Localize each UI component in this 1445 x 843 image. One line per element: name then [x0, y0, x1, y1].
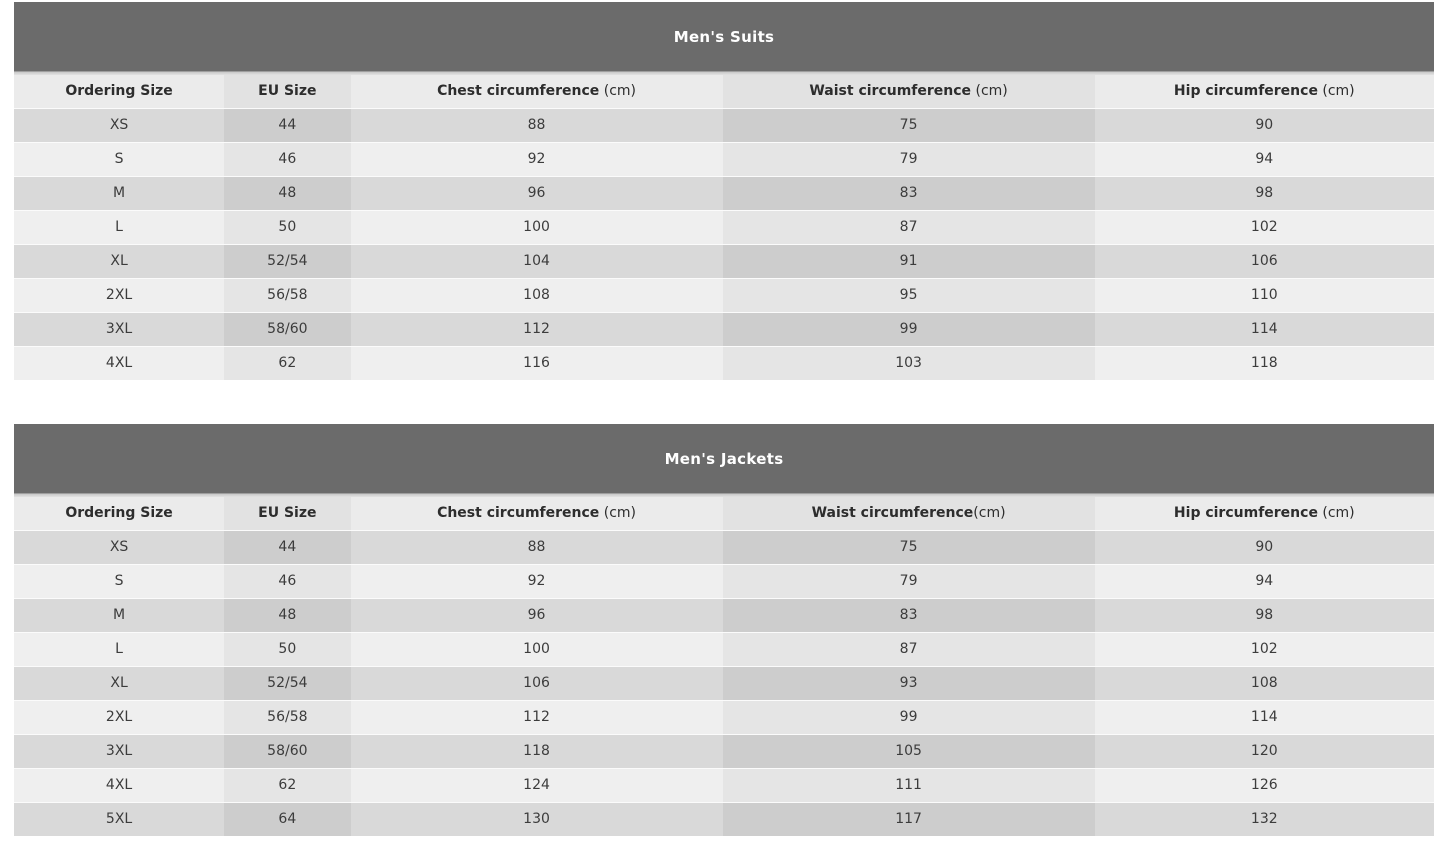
cell: 52/54	[224, 666, 350, 700]
cell: 88	[351, 108, 723, 142]
cell: M	[14, 176, 224, 210]
cell: XS	[14, 108, 224, 142]
table-row	[14, 632, 1434, 666]
cell: 52/54	[224, 244, 350, 278]
size-table-mens-jackets	[14, 424, 1434, 836]
cell: 48	[224, 598, 350, 632]
size-table-mens-suits	[14, 2, 1434, 380]
cell: XL	[14, 244, 224, 278]
cell: 118	[351, 734, 723, 768]
table-row	[14, 312, 1434, 346]
table-row	[14, 734, 1434, 768]
cell: 96	[351, 176, 723, 210]
cell: M	[14, 598, 224, 632]
cell: 98	[1095, 176, 1434, 210]
cell: 79	[723, 142, 1095, 176]
cell: S	[14, 564, 224, 598]
table-row	[14, 768, 1434, 802]
cell: 111	[723, 768, 1095, 802]
cell: 116	[351, 346, 723, 380]
cell: 75	[723, 108, 1095, 142]
table-row	[14, 142, 1434, 176]
table-row	[14, 244, 1434, 278]
cell: 75	[723, 530, 1095, 564]
cell: 2XL	[14, 700, 224, 734]
table-row	[14, 108, 1434, 142]
table-row	[14, 598, 1434, 632]
table-title: Men's Jackets	[664, 449, 784, 468]
table-row	[14, 700, 1434, 734]
cell: 104	[351, 244, 723, 278]
cell: 44	[224, 530, 350, 564]
table-row	[14, 278, 1434, 312]
cell: 108	[351, 278, 723, 312]
table-row	[14, 564, 1434, 598]
header-row	[14, 497, 1434, 530]
table-row	[14, 210, 1434, 244]
cell: 106	[351, 666, 723, 700]
cell: 2XL	[14, 278, 224, 312]
column-header: EU Size	[224, 497, 350, 530]
cell: 112	[351, 312, 723, 346]
cell: 100	[351, 632, 723, 666]
cell: 56/58	[224, 278, 350, 312]
cell: 83	[723, 176, 1095, 210]
cell: 48	[224, 176, 350, 210]
column-header: Hip circumference (cm)	[1095, 75, 1434, 108]
cell: 94	[1095, 564, 1434, 598]
table-row	[14, 802, 1434, 836]
cell: 46	[224, 564, 350, 598]
cell: 83	[723, 598, 1095, 632]
cell: 90	[1095, 108, 1434, 142]
cell: 105	[723, 734, 1095, 768]
cell: 120	[1095, 734, 1434, 768]
cell: 103	[723, 346, 1095, 380]
cell: 90	[1095, 530, 1434, 564]
table-title-band	[14, 2, 1434, 72]
cell: 102	[1095, 210, 1434, 244]
table-row	[14, 666, 1434, 700]
cell: 62	[224, 346, 350, 380]
cell: 112	[351, 700, 723, 734]
cell: 95	[723, 278, 1095, 312]
table-row	[14, 346, 1434, 380]
column-header: Chest circumference (cm)	[351, 497, 723, 530]
cell: 96	[351, 598, 723, 632]
table-row	[14, 176, 1434, 210]
column-header: Hip circumference (cm)	[1095, 497, 1434, 530]
cell: L	[14, 632, 224, 666]
column-header: Ordering Size	[14, 75, 224, 108]
column-header: Waist circumference (cm)	[723, 75, 1095, 108]
cell: 118	[1095, 346, 1434, 380]
cell: 58/60	[224, 312, 350, 346]
cell: XS	[14, 530, 224, 564]
table-title-band	[14, 424, 1434, 494]
table-gap	[14, 380, 1434, 424]
cell: 130	[351, 802, 723, 836]
cell: 44	[224, 108, 350, 142]
cell: 93	[723, 666, 1095, 700]
cell: 114	[1095, 700, 1434, 734]
table-body	[14, 108, 1434, 380]
table-title: Men's Suits	[673, 27, 775, 46]
cell: 100	[351, 210, 723, 244]
cell: 64	[224, 802, 350, 836]
cell: 94	[1095, 142, 1434, 176]
cell: 58/60	[224, 734, 350, 768]
cell: 102	[1095, 632, 1434, 666]
cell: 91	[723, 244, 1095, 278]
table-row	[14, 530, 1434, 564]
cell: 99	[723, 700, 1095, 734]
size-chart-table	[14, 497, 1434, 836]
cell: 62	[224, 768, 350, 802]
table-body	[14, 530, 1434, 836]
cell: 110	[1095, 278, 1434, 312]
cell: 46	[224, 142, 350, 176]
cell: S	[14, 142, 224, 176]
cell: 4XL	[14, 346, 224, 380]
cell: 79	[723, 564, 1095, 598]
cell: 98	[1095, 598, 1434, 632]
size-chart-table	[14, 75, 1434, 380]
cell: 92	[351, 142, 723, 176]
cell: 124	[351, 768, 723, 802]
column-header: Waist circumference(cm)	[723, 497, 1095, 530]
column-header: EU Size	[224, 75, 350, 108]
cell: 4XL	[14, 768, 224, 802]
header-row	[14, 75, 1434, 108]
column-header: Chest circumference (cm)	[351, 75, 723, 108]
cell: 3XL	[14, 734, 224, 768]
cell: 87	[723, 210, 1095, 244]
cell: 99	[723, 312, 1095, 346]
cell: 114	[1095, 312, 1434, 346]
cell: 56/58	[224, 700, 350, 734]
cell: 132	[1095, 802, 1434, 836]
cell: 108	[1095, 666, 1434, 700]
cell: 87	[723, 632, 1095, 666]
cell: L	[14, 210, 224, 244]
cell: 126	[1095, 768, 1434, 802]
cell: 3XL	[14, 312, 224, 346]
cell: 106	[1095, 244, 1434, 278]
cell: 50	[224, 210, 350, 244]
column-header: Ordering Size	[14, 497, 224, 530]
cell: 5XL	[14, 802, 224, 836]
cell: 117	[723, 802, 1095, 836]
cell: XL	[14, 666, 224, 700]
cell: 50	[224, 632, 350, 666]
cell: 92	[351, 564, 723, 598]
cell: 88	[351, 530, 723, 564]
